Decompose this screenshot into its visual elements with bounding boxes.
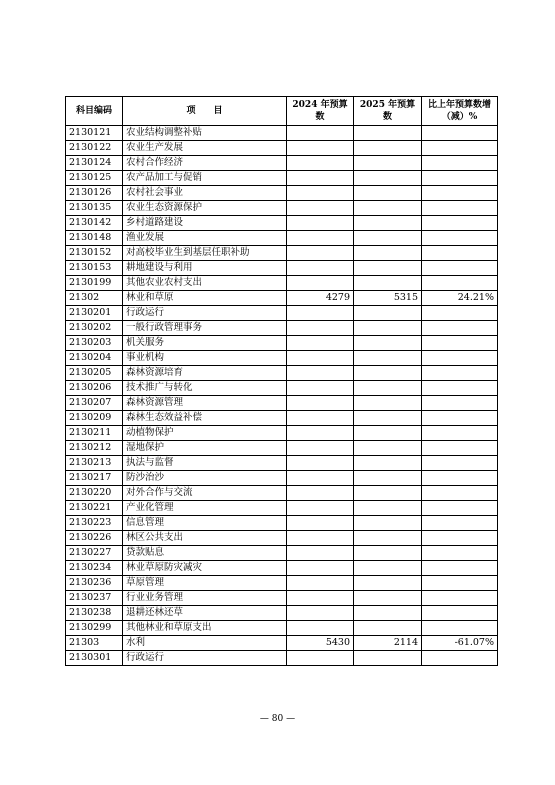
- cell-item: 退耕还林还草: [123, 606, 287, 621]
- cell-budget-2024: [287, 576, 354, 591]
- cell-item: 贷款贴息: [123, 546, 287, 561]
- table-row: [66, 351, 498, 366]
- cell-budget-2024: [287, 216, 354, 231]
- cell-item: 行政运行: [123, 306, 287, 321]
- cell-item: 行政运行: [123, 651, 287, 666]
- cell-budget-2024: [287, 531, 354, 546]
- cell-item: 农村社会事业: [123, 186, 287, 201]
- cell-item: 信息管理: [123, 516, 287, 531]
- table-row: [66, 366, 498, 381]
- cell-change: [422, 351, 498, 366]
- cell-change: -61.07%: [422, 636, 498, 651]
- cell-code: 2130135: [66, 201, 123, 216]
- cell-code: 2130199: [66, 276, 123, 291]
- cell-budget-2024: [287, 546, 354, 561]
- cell-code: 2130122: [66, 141, 123, 156]
- cell-item: 事业机构: [123, 351, 287, 366]
- cell-budget-2024: [287, 426, 354, 441]
- cell-budget-2024: [287, 606, 354, 621]
- cell-change: [422, 366, 498, 381]
- cell-budget-2025: [354, 651, 422, 666]
- cell-budget-2025: 2114: [354, 636, 422, 651]
- cell-budget-2025: [354, 486, 422, 501]
- cell-budget-2024: [287, 396, 354, 411]
- table-row: [66, 546, 498, 561]
- cell-budget-2025: [354, 591, 422, 606]
- table-row: [66, 381, 498, 396]
- cell-item: 技术推广与转化: [123, 381, 287, 396]
- cell-change: [422, 201, 498, 216]
- table-row: [66, 471, 498, 486]
- cell-change: [422, 546, 498, 561]
- table-row: [66, 126, 498, 141]
- table-row: [66, 231, 498, 246]
- table-row: [66, 216, 498, 231]
- cell-change: [422, 156, 498, 171]
- cell-budget-2024: [287, 651, 354, 666]
- cell-budget-2025: [354, 411, 422, 426]
- cell-code: 2130203: [66, 336, 123, 351]
- cell-code: 2130148: [66, 231, 123, 246]
- table-row: [66, 396, 498, 411]
- cell-budget-2024: [287, 501, 354, 516]
- cell-budget-2025: [354, 501, 422, 516]
- cell-budget-2025: [354, 606, 422, 621]
- cell-change: [422, 441, 498, 456]
- table-row: [66, 246, 498, 261]
- cell-code: 2130299: [66, 621, 123, 636]
- cell-budget-2024: [287, 156, 354, 171]
- cell-budget-2025: [354, 366, 422, 381]
- cell-budget-2024: [287, 411, 354, 426]
- cell-item: 防沙治沙: [123, 471, 287, 486]
- cell-item: 其他农业农村支出: [123, 276, 287, 291]
- cell-item: 森林资源管理: [123, 396, 287, 411]
- cell-item: 森林资源培育: [123, 366, 287, 381]
- table-row: [66, 651, 498, 666]
- cell-change: [422, 486, 498, 501]
- cell-change: [422, 516, 498, 531]
- cell-code: 2130202: [66, 321, 123, 336]
- table-row: [66, 336, 498, 351]
- table-body: [66, 126, 498, 666]
- cell-budget-2024: [287, 381, 354, 396]
- cell-change: [422, 171, 498, 186]
- table-header-row: [66, 97, 498, 126]
- cell-item: 农业结构调整补贴: [123, 126, 287, 141]
- cell-budget-2024: [287, 306, 354, 321]
- table-row: [66, 156, 498, 171]
- cell-budget-2025: [354, 576, 422, 591]
- cell-item: 水利: [123, 636, 287, 651]
- cell-budget-2025: [354, 456, 422, 471]
- cell-item: 对外合作与交流: [123, 486, 287, 501]
- cell-code: 2130207: [66, 396, 123, 411]
- cell-code: 2130301: [66, 651, 123, 666]
- cell-budget-2025: [354, 276, 422, 291]
- cell-item: 林业草原防灾减灾: [123, 561, 287, 576]
- cell-budget-2025: [354, 336, 422, 351]
- cell-code: 2130217: [66, 471, 123, 486]
- cell-change: [422, 321, 498, 336]
- cell-budget-2025: [354, 306, 422, 321]
- cell-item: 动植物保护: [123, 426, 287, 441]
- cell-change: [422, 426, 498, 441]
- cell-code: 2130124: [66, 156, 123, 171]
- cell-item: 产业化管理: [123, 501, 287, 516]
- cell-change: [422, 186, 498, 201]
- cell-change: [422, 141, 498, 156]
- cell-change: [422, 621, 498, 636]
- cell-budget-2024: [287, 336, 354, 351]
- cell-code: 2130204: [66, 351, 123, 366]
- cell-code: 2130126: [66, 186, 123, 201]
- cell-budget-2024: [287, 591, 354, 606]
- cell-budget-2024: [287, 516, 354, 531]
- table-row: [66, 606, 498, 621]
- cell-code: 2130236: [66, 576, 123, 591]
- cell-code: 2130121: [66, 126, 123, 141]
- cell-code: 2130220: [66, 486, 123, 501]
- cell-code: 2130206: [66, 381, 123, 396]
- cell-budget-2024: [287, 621, 354, 636]
- table-row: [66, 276, 498, 291]
- cell-item: 耕地建设与利用: [123, 261, 287, 276]
- cell-budget-2025: [354, 126, 422, 141]
- table-row: [66, 561, 498, 576]
- cell-budget-2024: [287, 441, 354, 456]
- cell-budget-2024: [287, 561, 354, 576]
- cell-code: 2130226: [66, 531, 123, 546]
- cell-item: 执法与监督: [123, 456, 287, 471]
- table-row: [66, 456, 498, 471]
- table-row: [66, 291, 498, 306]
- cell-item: 对高校毕业生到基层任职补助: [123, 246, 287, 261]
- cell-change: [422, 591, 498, 606]
- cell-code: 2130205: [66, 366, 123, 381]
- table-row: [66, 576, 498, 591]
- header-budget-2024: 2024 年预算数: [287, 97, 354, 126]
- cell-budget-2025: [354, 351, 422, 366]
- cell-change: [422, 471, 498, 486]
- cell-item: 农产品加工与促销: [123, 171, 287, 186]
- cell-budget-2024: [287, 231, 354, 246]
- cell-budget-2024: 5430: [287, 636, 354, 651]
- cell-change: [422, 396, 498, 411]
- cell-change: [422, 381, 498, 396]
- table-row: [66, 621, 498, 636]
- cell-budget-2025: [354, 516, 422, 531]
- table-row: [66, 636, 498, 651]
- header-budget-2025: 2025 年预算数: [354, 97, 422, 126]
- cell-item: 林区公共支出: [123, 531, 287, 546]
- cell-budget-2024: [287, 351, 354, 366]
- table-row: [66, 306, 498, 321]
- cell-code: 2130212: [66, 441, 123, 456]
- cell-budget-2025: [354, 141, 422, 156]
- cell-code: 2130125: [66, 171, 123, 186]
- cell-budget-2024: [287, 186, 354, 201]
- cell-budget-2025: [354, 156, 422, 171]
- cell-change: [422, 216, 498, 231]
- cell-item: 草原管理: [123, 576, 287, 591]
- cell-budget-2024: [287, 261, 354, 276]
- cell-budget-2025: 5315: [354, 291, 422, 306]
- cell-code: 2130238: [66, 606, 123, 621]
- cell-change: [422, 411, 498, 426]
- cell-code: 2130209: [66, 411, 123, 426]
- table-row: [66, 201, 498, 216]
- table-row: [66, 591, 498, 606]
- cell-budget-2024: [287, 276, 354, 291]
- cell-code: 2130201: [66, 306, 123, 321]
- cell-change: [422, 306, 498, 321]
- cell-item: 一般行政管理事务: [123, 321, 287, 336]
- cell-change: [422, 336, 498, 351]
- cell-item: 农村合作经济: [123, 156, 287, 171]
- cell-code: 2130223: [66, 516, 123, 531]
- table-row: [66, 141, 498, 156]
- cell-code: 2130213: [66, 456, 123, 471]
- cell-change: [422, 246, 498, 261]
- cell-item: 其他林业和草原支出: [123, 621, 287, 636]
- table-row: [66, 516, 498, 531]
- cell-budget-2024: [287, 201, 354, 216]
- header-change: 比上年预算数增（减）%: [422, 97, 498, 126]
- cell-change: [422, 261, 498, 276]
- cell-change: [422, 126, 498, 141]
- header-code: 科目编码: [66, 97, 123, 126]
- cell-item: 湿地保护: [123, 441, 287, 456]
- cell-budget-2025: [354, 381, 422, 396]
- page-number: — 80 —: [259, 714, 296, 724]
- cell-budget-2025: [354, 396, 422, 411]
- cell-code: 2130227: [66, 546, 123, 561]
- cell-change: [422, 651, 498, 666]
- cell-item: 机关服务: [123, 336, 287, 351]
- cell-change: [422, 501, 498, 516]
- table-row: [66, 441, 498, 456]
- cell-budget-2025: [354, 621, 422, 636]
- cell-code: 2130142: [66, 216, 123, 231]
- table-row: [66, 171, 498, 186]
- cell-code: 2130234: [66, 561, 123, 576]
- cell-code: 2130152: [66, 246, 123, 261]
- cell-change: [422, 606, 498, 621]
- cell-budget-2024: [287, 321, 354, 336]
- cell-budget-2024: [287, 471, 354, 486]
- cell-budget-2025: [354, 441, 422, 456]
- table-row: [66, 186, 498, 201]
- cell-item: 农业生产发展: [123, 141, 287, 156]
- cell-budget-2025: [354, 246, 422, 261]
- table-row: [66, 411, 498, 426]
- cell-budget-2025: [354, 261, 422, 276]
- cell-budget-2025: [354, 231, 422, 246]
- cell-change: [422, 576, 498, 591]
- cell-budget-2024: [287, 171, 354, 186]
- cell-budget-2025: [354, 531, 422, 546]
- cell-budget-2024: [287, 456, 354, 471]
- cell-code: 2130211: [66, 426, 123, 441]
- cell-change: [422, 561, 498, 576]
- cell-budget-2024: [287, 246, 354, 261]
- table-row: [66, 261, 498, 276]
- cell-budget-2024: [287, 366, 354, 381]
- cell-change: [422, 531, 498, 546]
- cell-code: 21303: [66, 636, 123, 651]
- cell-change: 24.21%: [422, 291, 498, 306]
- cell-change: [422, 231, 498, 246]
- cell-item: 农业生态资源保护: [123, 201, 287, 216]
- cell-budget-2025: [354, 321, 422, 336]
- cell-budget-2024: [287, 486, 354, 501]
- cell-budget-2025: [354, 546, 422, 561]
- table-row: [66, 426, 498, 441]
- table-row: [66, 501, 498, 516]
- cell-item: 林业和草原: [123, 291, 287, 306]
- cell-budget-2024: 4279: [287, 291, 354, 306]
- cell-budget-2025: [354, 216, 422, 231]
- cell-code: 21302: [66, 291, 123, 306]
- cell-item: 乡村道路建设: [123, 216, 287, 231]
- header-item: 项 目: [123, 97, 287, 126]
- cell-budget-2025: [354, 561, 422, 576]
- cell-budget-2025: [354, 201, 422, 216]
- table-row: [66, 531, 498, 546]
- cell-budget-2025: [354, 426, 422, 441]
- cell-budget-2025: [354, 186, 422, 201]
- cell-code: 2130237: [66, 591, 123, 606]
- cell-budget-2024: [287, 141, 354, 156]
- cell-item: 森林生态效益补偿: [123, 411, 287, 426]
- cell-change: [422, 276, 498, 291]
- cell-code: 2130221: [66, 501, 123, 516]
- budget-table: [65, 96, 498, 666]
- cell-budget-2025: [354, 171, 422, 186]
- cell-budget-2025: [354, 471, 422, 486]
- cell-item: 行业业务管理: [123, 591, 287, 606]
- table-row: [66, 486, 498, 501]
- cell-code: 2130153: [66, 261, 123, 276]
- cell-budget-2024: [287, 126, 354, 141]
- cell-change: [422, 456, 498, 471]
- cell-item: 渔业发展: [123, 231, 287, 246]
- table-row: [66, 321, 498, 336]
